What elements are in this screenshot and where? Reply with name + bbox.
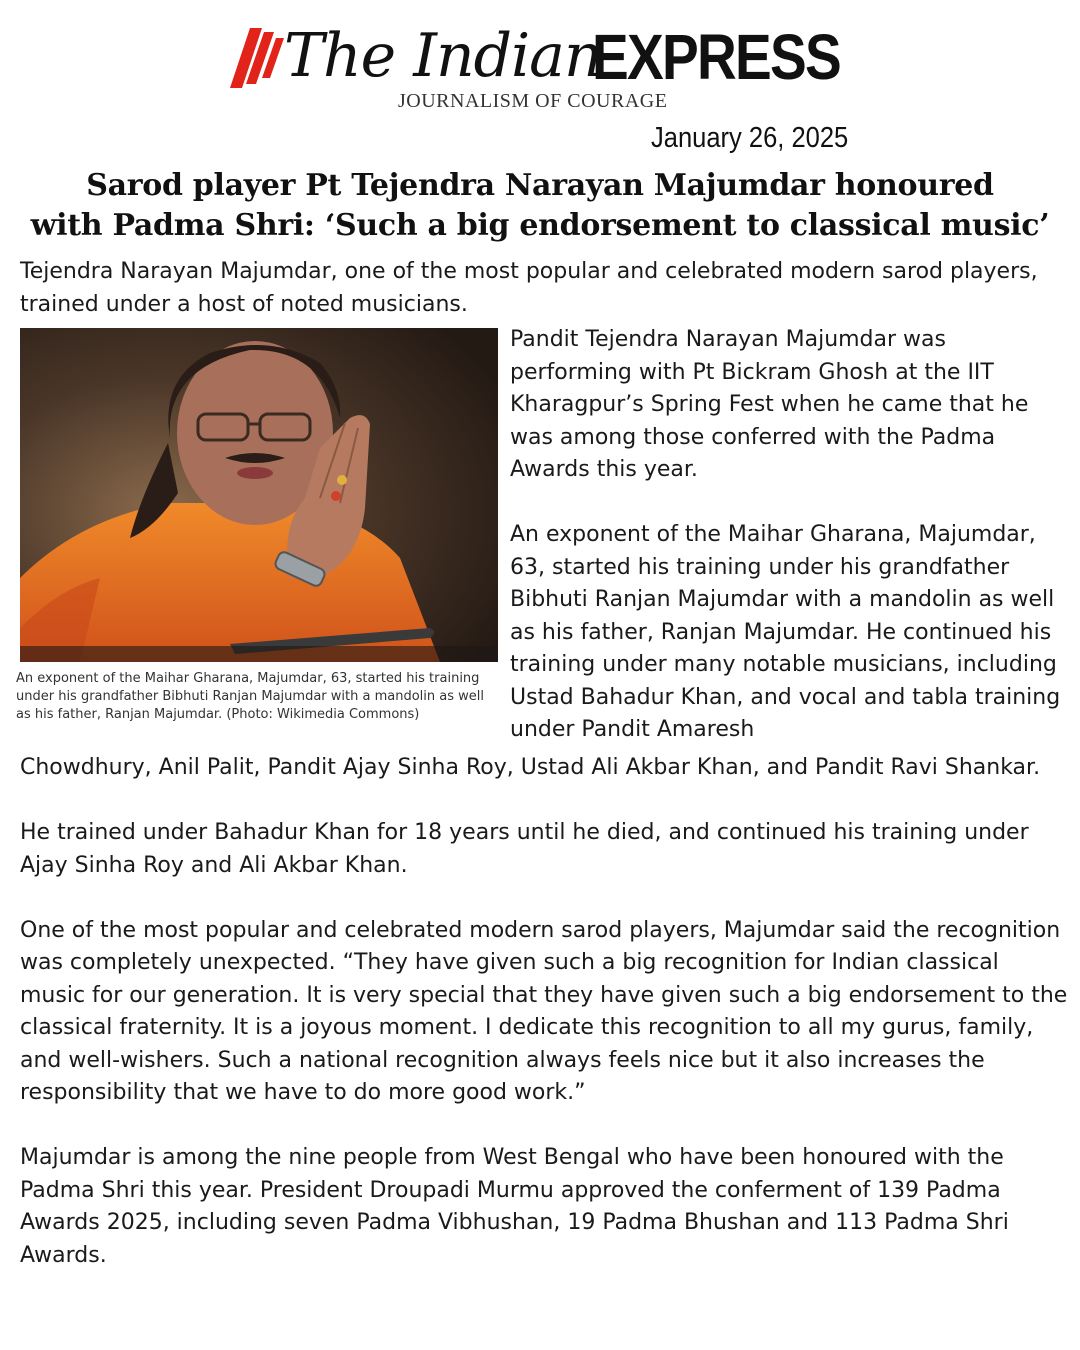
paragraph: Chowdhury, Anil Palit, Pandit Ajay Sinha Roy, Ustad Ali Akbar Khan, and Pandit Ravi Shankar. <box>20 755 1041 780</box>
article-date: January 26, 2025 <box>651 122 849 154</box>
masthead <box>0 18 1080 118</box>
headline-line-2: with Padma Shri: ‘Such a big endorsement to classical music’ <box>30 208 1050 243</box>
article-body <box>20 752 1070 1272</box>
article-headline <box>8 166 1072 246</box>
tagline: JOURNALISM OF COURAGE <box>398 90 668 112</box>
article-intro: Tejendra Narayan Majumdar, one of the most popular and celebrated modern sarod players, trained under a host of noted musicians. <box>20 259 1038 317</box>
logo-stripes-icon <box>228 26 284 90</box>
logo-express: EXPRESS <box>592 21 840 93</box>
photo-caption: An exponent of the Maihar Gharana, Majumdar, 63, started his training under his grandfather Bibhuti Ranjan Majumdar with a mandolin as well as his father, Ranjan Majumdar. (Photo: Wikimedia Commons) <box>16 671 484 722</box>
paragraph: An exponent of the Maihar Gharana, Majumdar, 63, started his training under his grandfather Bibhuti Ranjan Majumdar with a mandolin as well as his father, Ranjan Majumdar. He continued his training under many notable musicians, including Ustad Bahadur Khan, and vocal and tabla training under Pandit Amaresh <box>510 522 1061 742</box>
paragraph: One of the most popular and celebrated modern sarod players, Majumdar said the recognition was completely unexpected. “They have given such a big recognition for Indian classical music for our generation. It is very special that they have given such a big endorsement to the classical fraternity. It is a joyous moment. I dedicate this recognition to all my gurus, family, and well-wishers. Such a national recognition always feels nice but it also increases the responsibility that we have to do more good work.” <box>20 917 1068 1105</box>
article-photo <box>20 328 498 662</box>
paragraph: Majumdar is among the nine people from West Bengal who have been honoured with the Padma Shri this year. President Droupadi Murmu approved the conferment of 139 Padma Awards 2025, including seven Padma Vibhushan, 19 Padma Bhushan and 113 Padma Shri Awards. <box>20 1145 1009 1268</box>
article-figure <box>20 328 498 662</box>
paragraph: He trained under Bahadur Khan for 18 years until he died, and continued his training under Ajay Sinha Roy and Ali Akbar Khan. <box>20 820 1029 878</box>
paragraph: Pandit Tejendra Narayan Majumdar was performing with Pt Bickram Ghosh at the IIT Kharagpur’s Spring Fest when he came that he was among those conferred with the Padma Awards this year. <box>510 327 1029 482</box>
photo-illustration <box>20 328 498 662</box>
headline-line-1: Sarod player Pt Tejendra Narayan Majumdar honoured <box>86 168 994 203</box>
logo-the-indian: The Indian <box>284 21 602 91</box>
article-right-column <box>510 324 1066 747</box>
